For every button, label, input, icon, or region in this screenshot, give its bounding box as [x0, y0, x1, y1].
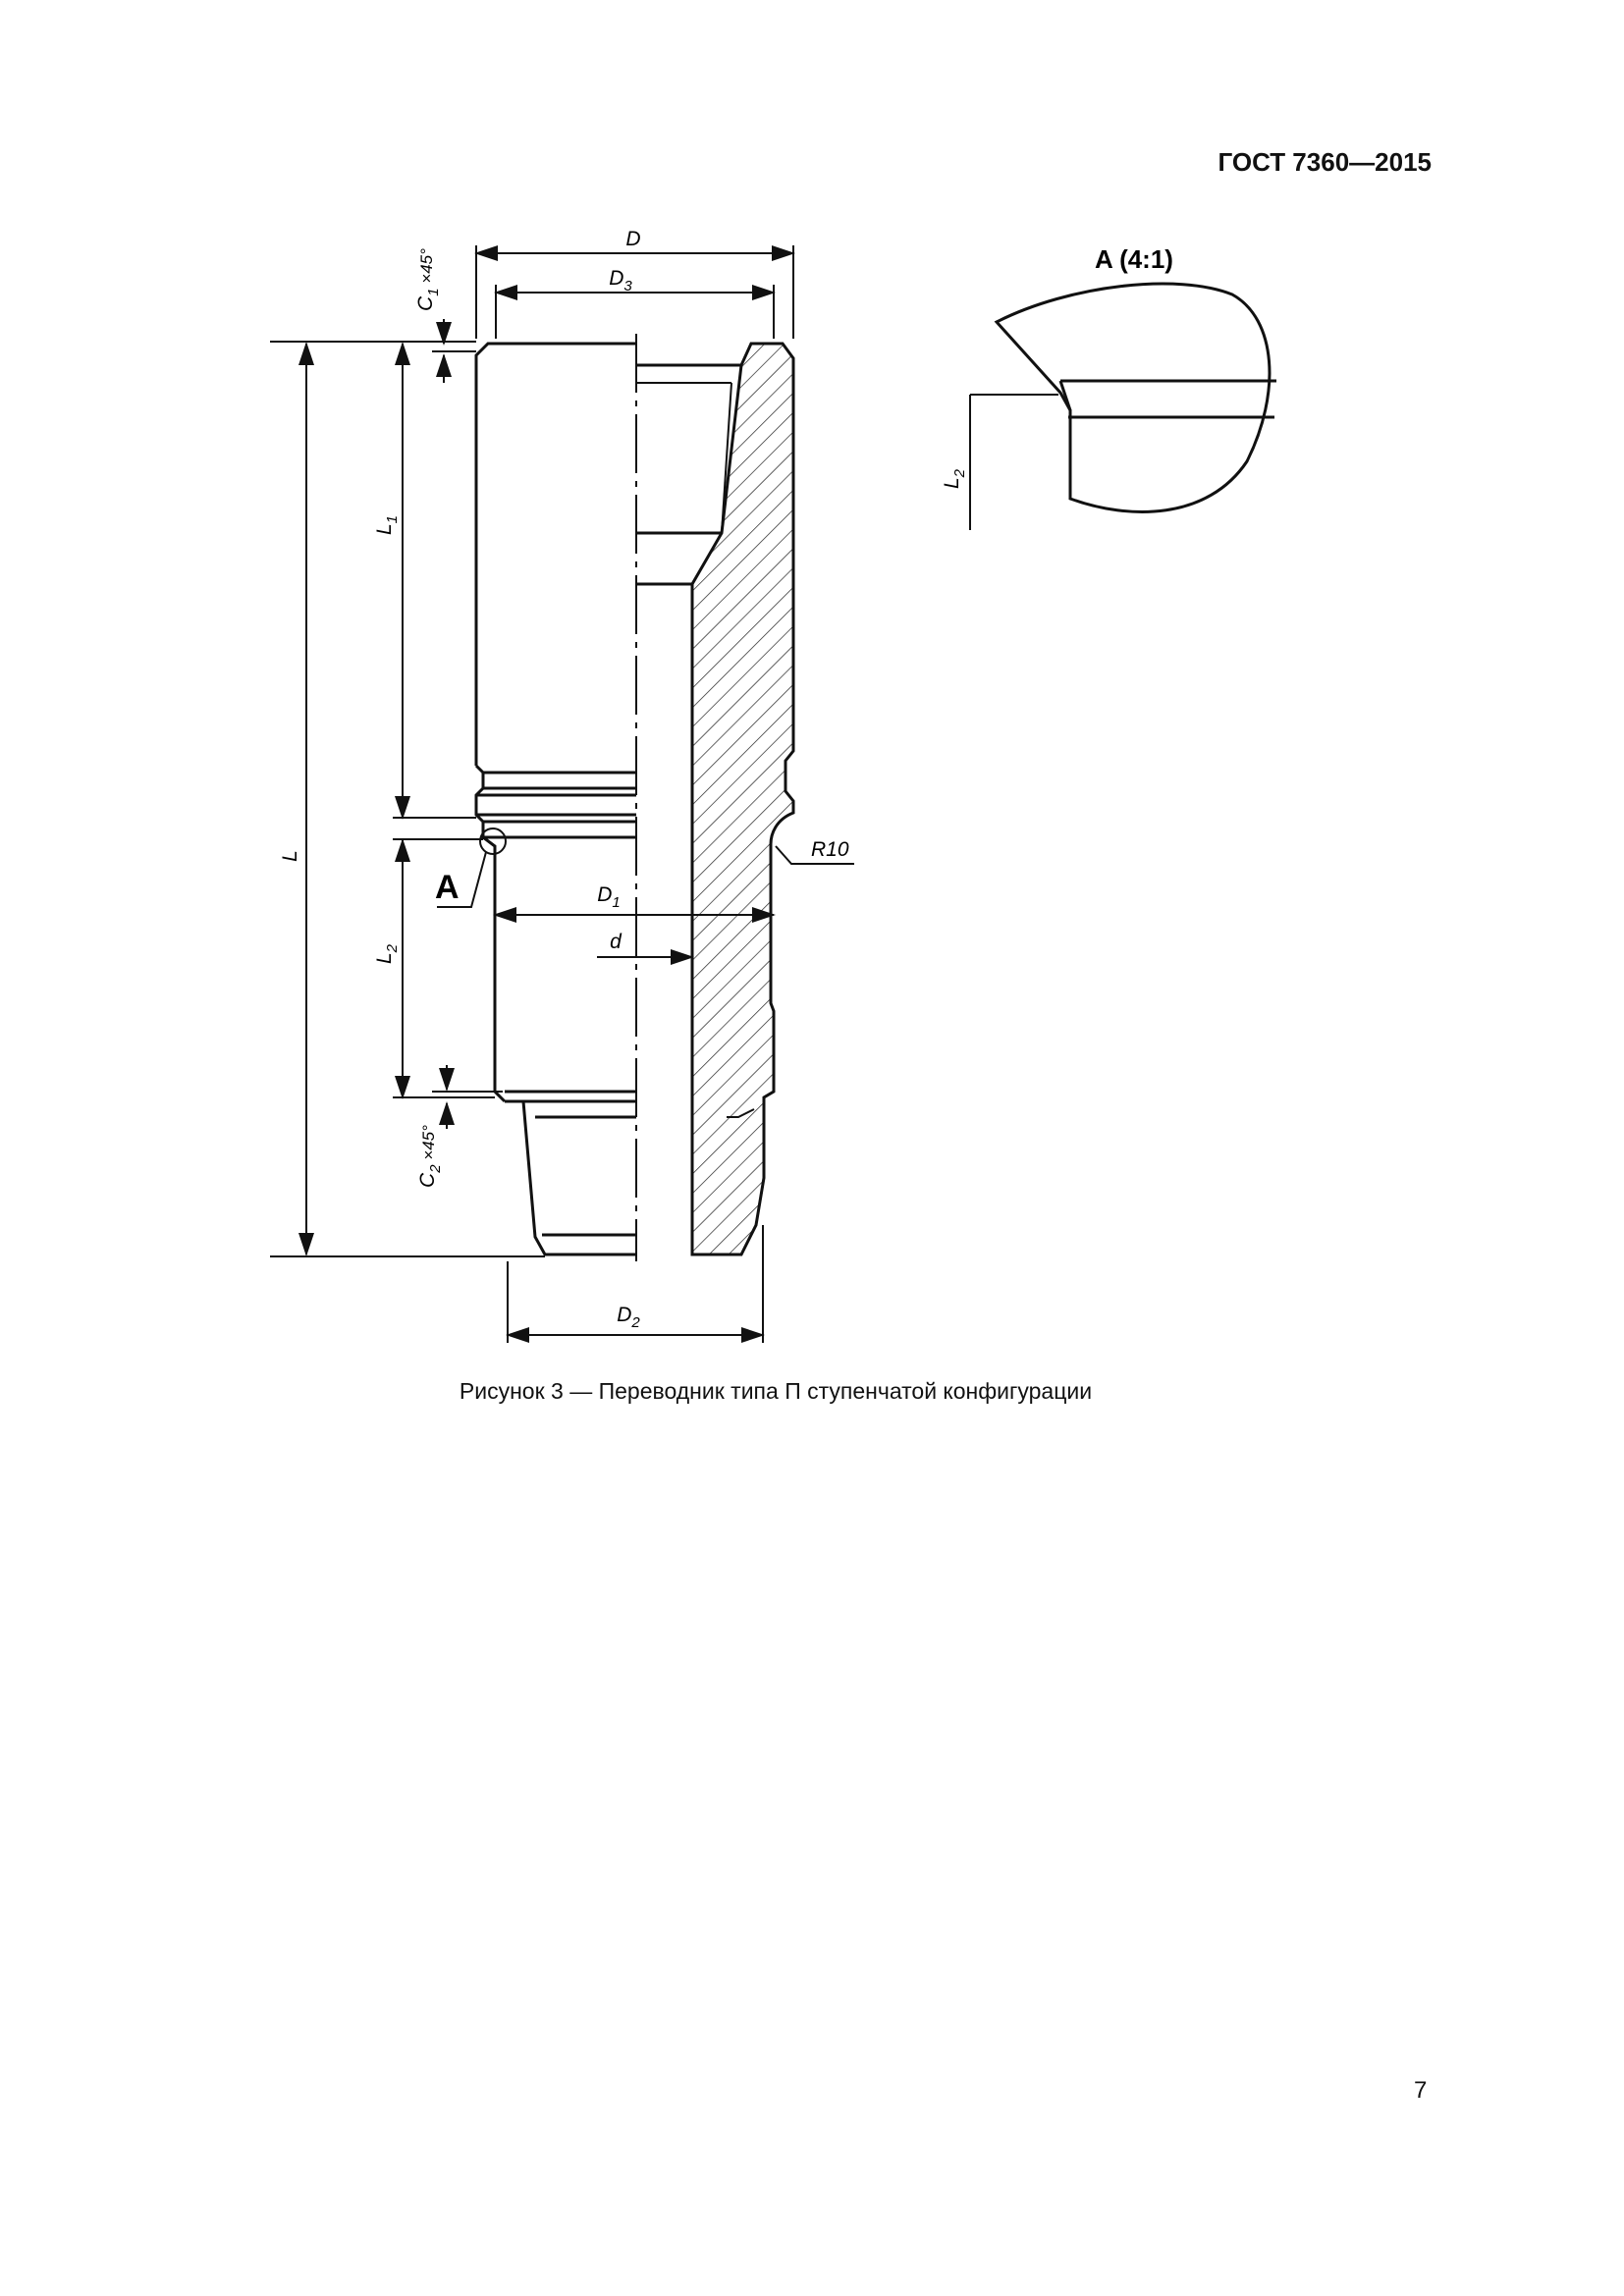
label-D2: $D_2$: [617, 1304, 640, 1331]
label-C2: $C_2$ $^{\times 45^\circ}$: [416, 1125, 444, 1188]
label-R10: R10: [811, 838, 849, 861]
section-wall: [636, 344, 793, 1255]
view-marker-A: A: [435, 869, 460, 906]
label-L1: $L_1$: [373, 514, 401, 536]
document-code: ГОСТ 7360—2015: [1218, 147, 1432, 177]
detail-label-L2: $L_2$: [941, 468, 968, 490]
label-D3: $D_3$: [609, 267, 632, 294]
page-number: 7: [1414, 2077, 1428, 2104]
label-C1: $C_1$ $^{\times 45^\circ}$: [414, 248, 442, 311]
label-D1: $D_1$: [597, 883, 621, 911]
figure-caption: Рисунок 3 — Переводник типа П ступенчатой конфигурации: [459, 1378, 1093, 1404]
label-D: D: [625, 228, 641, 250]
detail-title: A (4:1): [1095, 244, 1173, 274]
detail-view: [970, 284, 1276, 530]
label-L: L: [279, 850, 301, 862]
label-d: d: [610, 931, 622, 953]
label-L2: $L_2$: [373, 943, 401, 965]
